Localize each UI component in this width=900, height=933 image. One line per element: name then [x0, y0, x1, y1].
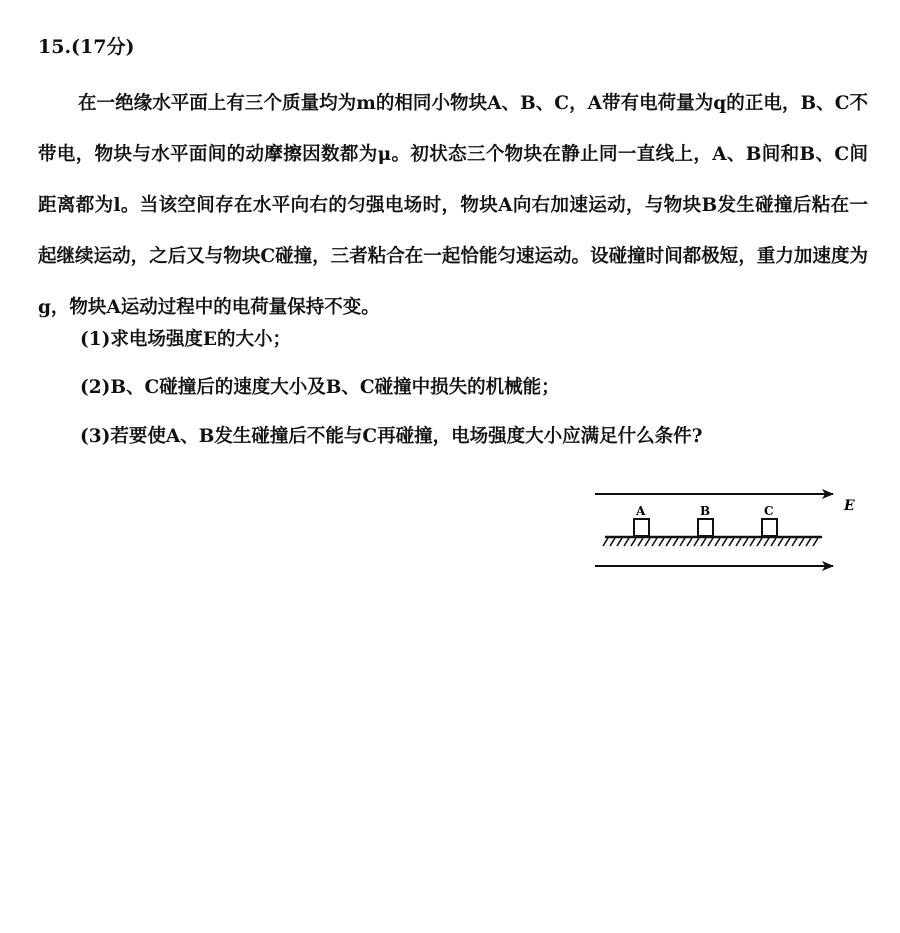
hatch-mark — [680, 538, 685, 546]
hatch-mark — [708, 538, 713, 546]
hatch-mark — [687, 538, 692, 546]
electric-field-figure — [590, 478, 870, 588]
block-b — [698, 519, 713, 536]
hatch-mark — [757, 538, 762, 546]
sub-question-2: (2)B、C碰撞后的速度大小及B、C碰撞中损失的机械能； — [80, 377, 560, 398]
hatch-mark — [638, 538, 643, 546]
hatch-mark — [799, 538, 804, 546]
hatch-mark — [631, 538, 636, 546]
hatch-mark — [778, 538, 783, 546]
hatch-mark — [750, 538, 755, 546]
hatch-mark — [652, 538, 657, 546]
question-number: 15.(17分) — [38, 36, 135, 58]
hatch-mark — [729, 538, 734, 546]
hatch-mark — [736, 538, 741, 546]
field-label: E — [844, 498, 855, 514]
hatch-mark — [694, 538, 699, 546]
block-a — [634, 519, 649, 536]
hatch-mark — [624, 538, 629, 546]
hatch-mark — [813, 538, 818, 546]
block-a-label: A — [636, 504, 646, 518]
hatch-mark — [603, 538, 608, 546]
ground-hatching — [603, 538, 818, 546]
hatch-mark — [701, 538, 706, 546]
sub-question-1: (1)求电场强度E的大小； — [80, 329, 291, 350]
block-c-label: C — [764, 504, 774, 518]
hatch-mark — [610, 538, 615, 546]
hatch-mark — [666, 538, 671, 546]
hatch-mark — [645, 538, 650, 546]
hatch-mark — [659, 538, 664, 546]
hatch-mark — [673, 538, 678, 546]
figure-svg — [590, 478, 870, 588]
hatch-mark — [722, 538, 727, 546]
question-stem: 在一绝缘水平面上有三个质量均为m的相同小物块A、B、C，A带有电荷量为q的正电，B、C不带电，物块与水平面间的动摩擦因数都为μ。初状态三个物块在静止同一直线上，A、B间和B、C间距离都为l。当该空间存在水平向右的匀强电场时，物块A向右加速运动，与物块B发生碰撞后粘在一起继续运动，之后又与物块C碰撞，三者粘合在一起恰能匀速运动。设碰撞时间都极短，重力加速度为g，物块A运动过程中的电荷量保持不变。 — [38, 93, 868, 318]
hatch-mark — [806, 538, 811, 546]
hatch-mark — [743, 538, 748, 546]
hatch-mark — [792, 538, 797, 546]
block-b-label: B — [700, 504, 711, 518]
hatch-mark — [785, 538, 790, 546]
hatch-mark — [617, 538, 622, 546]
block-c — [762, 519, 777, 536]
hatch-mark — [764, 538, 769, 546]
hatch-mark — [715, 538, 720, 546]
sub-question-3: (3)若要使A、B发生碰撞后不能与C再碰撞，电场强度大小应满足什么条件? — [80, 426, 703, 447]
hatch-mark — [771, 538, 776, 546]
